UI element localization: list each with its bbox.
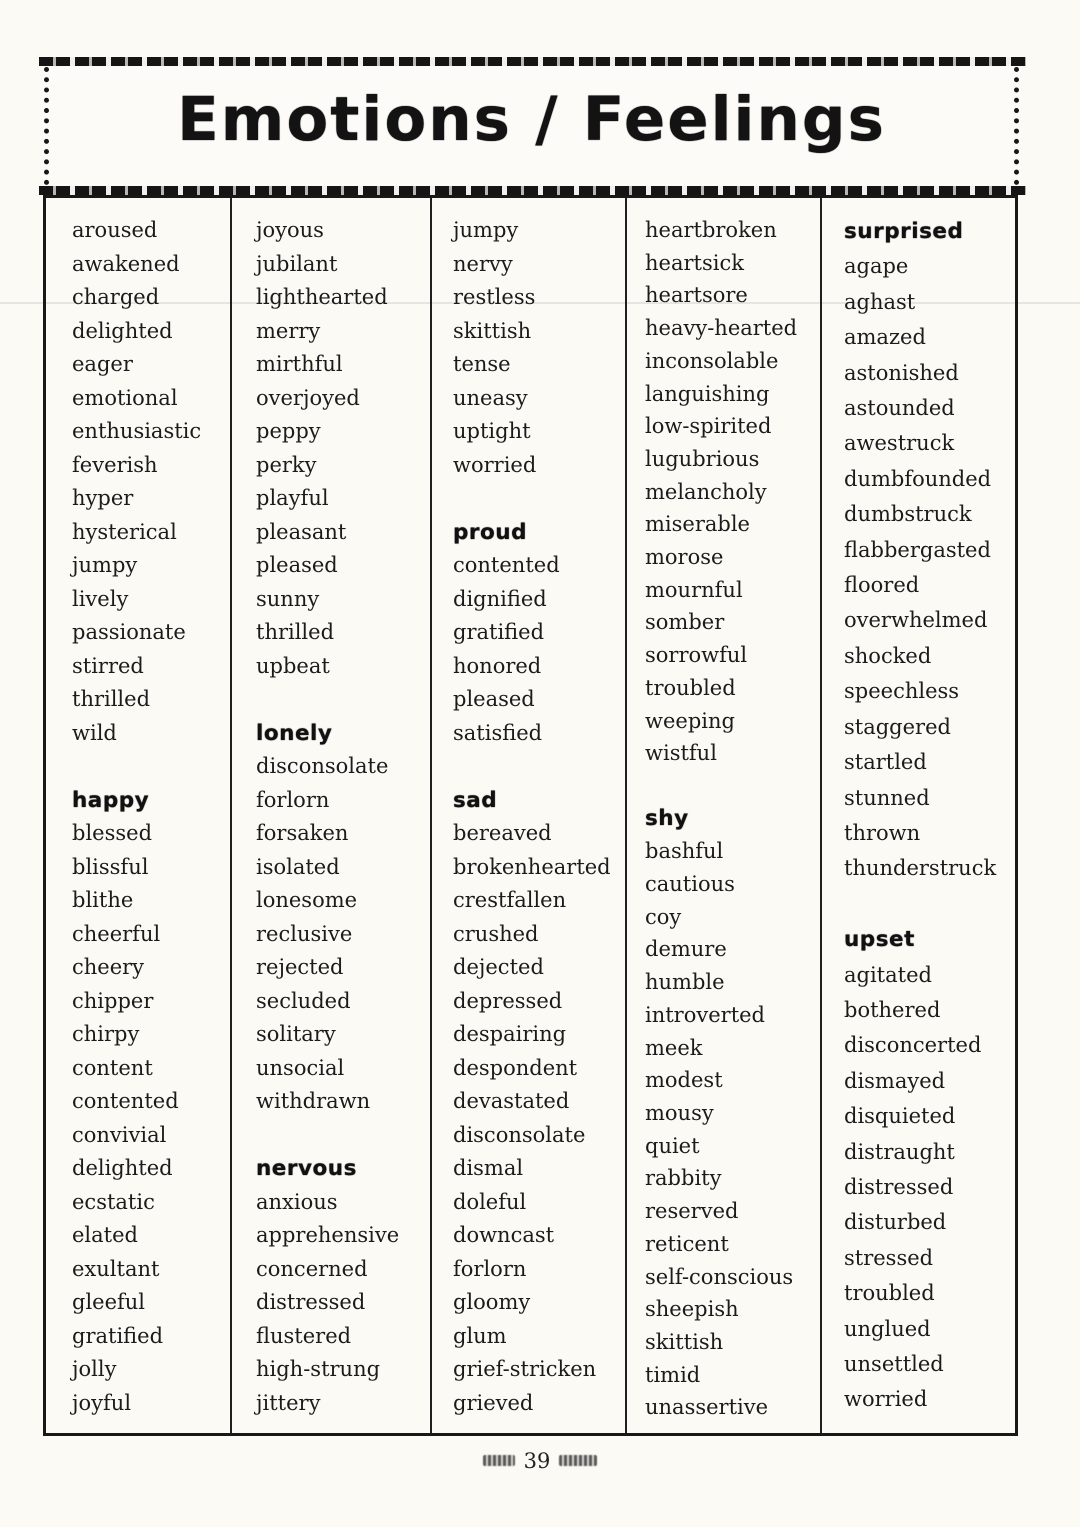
word-item: joyous (256, 218, 324, 242)
word-item: playful (256, 486, 329, 510)
category-header-proud: proud (453, 519, 527, 545)
word-item: heartsore (645, 283, 748, 308)
word-item: satisfied (453, 720, 543, 745)
word-item: troubled (645, 675, 736, 700)
word-item: inconsolable (645, 348, 779, 373)
word-item: bashful (645, 839, 724, 864)
word-item: dumbfounded (844, 466, 992, 491)
word-column-1 (46, 198, 232, 1433)
word-item: skittish (645, 1329, 724, 1354)
emotions-word-table (43, 195, 1018, 1436)
word-item: thunderstruck (844, 856, 997, 881)
word-item: eager (72, 352, 133, 376)
word-item: uptight (453, 419, 531, 443)
word-item: worried (453, 452, 537, 477)
word-item: lugubrious (645, 446, 760, 471)
word-item: shocked (844, 643, 932, 668)
word-item: staggered (844, 714, 951, 739)
section-gap (256, 683, 430, 717)
word-item: contented (72, 1089, 179, 1113)
word-item: disconsolate (256, 754, 389, 778)
word-item: joyful (72, 1390, 132, 1415)
word-item: dismayed (844, 1068, 946, 1093)
word-item: lonesome (256, 888, 358, 912)
word-item: peppy (256, 419, 321, 443)
word-item: somber (645, 610, 725, 635)
section-gap (453, 482, 625, 516)
word-item: aroused (72, 218, 158, 242)
word-item: chipper (72, 988, 154, 1013)
word-item: sheepish (645, 1297, 739, 1322)
word-item: withdrawn (256, 1089, 371, 1113)
word-item: mournful (645, 577, 743, 602)
word-item: reclusive (256, 921, 353, 946)
word-item: forsaken (256, 821, 349, 845)
word-item: rabbity (645, 1166, 722, 1191)
word-item: jolly (72, 1357, 117, 1381)
word-item: exultant (72, 1256, 160, 1281)
word-item: grief-stricken (453, 1357, 597, 1381)
word-item: heartsick (645, 250, 744, 275)
word-item: overjoyed (256, 385, 360, 410)
word-item: agitated (844, 962, 932, 987)
word-item: hyper (72, 486, 134, 510)
word-item: morose (645, 545, 724, 570)
word-item: gratified (453, 620, 545, 644)
word-item: cheerful (72, 921, 161, 946)
word-item: overwhelmed (844, 608, 988, 633)
title-box (43, 57, 1020, 195)
word-item: convivial (72, 1122, 167, 1147)
word-column-3 (432, 198, 627, 1433)
word-item: mousy (645, 1100, 714, 1125)
word-item: anxious (256, 1189, 338, 1214)
word-item: worried (844, 1387, 928, 1412)
word-item: forlorn (453, 1256, 527, 1281)
word-item: charged (72, 285, 160, 309)
word-item: honored (453, 653, 542, 678)
word-item: awestruck (844, 431, 955, 456)
word-item: concerned (256, 1256, 368, 1281)
word-item: thrown (844, 820, 921, 845)
word-item: demure (645, 937, 727, 962)
word-item: isolated (256, 854, 340, 879)
word-item: rejected (256, 955, 344, 979)
word-item: pleasant (256, 519, 347, 544)
section-gap (645, 770, 820, 803)
word-item: apprehensive (256, 1223, 400, 1247)
word-item: humble (645, 970, 725, 995)
word-item: sorrowful (645, 643, 748, 668)
word-item: flabbergasted (844, 537, 991, 562)
word-item: jumpy (72, 553, 138, 577)
word-item: unassertive (645, 1395, 769, 1420)
word-item: thrilled (72, 687, 151, 711)
word-item: self-conscious (645, 1264, 794, 1289)
word-item: chirpy (72, 1022, 140, 1046)
word-item: downcast (453, 1223, 555, 1247)
word-item: disconsolate (453, 1122, 586, 1147)
footer-stamp-right (559, 1455, 597, 1466)
word-item: contented (453, 553, 560, 577)
word-item: astounded (844, 396, 955, 421)
word-item: elated (72, 1223, 138, 1247)
word-item: bereaved (453, 821, 552, 845)
category-header-sad: sad (453, 787, 498, 813)
category-header-lonely: lonely (256, 720, 333, 746)
word-item: solitary (256, 1022, 336, 1046)
word-item: passionate (72, 620, 186, 644)
word-item: unsocial (256, 1055, 345, 1080)
word-item: jubilant (256, 251, 338, 276)
category-header-shy: shy (645, 805, 689, 831)
word-item: feverish (72, 452, 158, 477)
word-item: forlorn (256, 787, 330, 812)
section-gap (453, 750, 625, 784)
word-column-5 (822, 198, 1015, 1433)
word-item: depressed (453, 988, 563, 1013)
word-item: heavy-hearted (645, 316, 798, 341)
word-item: awakened (72, 251, 180, 276)
word-item: delighted (72, 1156, 173, 1180)
word-item: distraught (844, 1139, 955, 1164)
word-item: gleeful (72, 1290, 146, 1314)
word-item: dumbstruck (844, 502, 972, 527)
word-item: dignified (453, 586, 547, 611)
word-item: restless (453, 285, 536, 309)
word-item: distressed (256, 1290, 366, 1314)
category-header-nervous: nervous (256, 1156, 357, 1181)
word-item: speechless (844, 679, 960, 704)
word-item: gratified (72, 1323, 164, 1348)
word-item: disquieted (844, 1104, 956, 1129)
word-item: languishing (645, 381, 770, 406)
section-gap (844, 887, 1015, 922)
word-item: tense (453, 352, 511, 376)
word-item: unsettled (844, 1352, 944, 1376)
word-item: enthusiastic (72, 419, 202, 443)
word-item: high-strung (256, 1357, 381, 1381)
word-item: distressed (844, 1174, 954, 1199)
word-item: startled (844, 750, 927, 775)
word-item: agape (844, 254, 909, 279)
page-title: Emotions / Feelings (177, 84, 886, 155)
word-item: blithe (72, 888, 134, 912)
word-item: melancholy (645, 479, 767, 504)
word-item: stirred (72, 653, 144, 678)
word-item: coy (645, 904, 682, 929)
page-footer (0, 1447, 1080, 1473)
word-item: lighthearted (256, 285, 388, 309)
word-column-4 (627, 198, 822, 1433)
word-item: stunned (844, 785, 930, 810)
word-item: wistful (645, 741, 717, 766)
title-box-dashed-border-bottom (39, 186, 1026, 195)
word-item: content (72, 1055, 153, 1080)
word-item: despondent (453, 1055, 578, 1080)
word-item: upbeat (256, 653, 330, 678)
word-item: uneasy (453, 385, 528, 410)
word-item: bothered (844, 997, 941, 1022)
word-item: glum (453, 1323, 507, 1348)
section-gap (72, 750, 230, 784)
word-item: brokenhearted (453, 854, 611, 879)
word-item: jittery (256, 1390, 321, 1415)
word-item: crushed (453, 921, 539, 946)
word-item: disconcerted (844, 1033, 982, 1058)
word-item: blissful (72, 854, 149, 879)
word-item: reserved (645, 1199, 739, 1224)
word-item: thrilled (256, 620, 335, 644)
word-item: flustered (256, 1323, 352, 1348)
word-item: ecstatic (72, 1189, 155, 1214)
word-item: timid (645, 1362, 701, 1387)
section-gap (256, 1119, 430, 1153)
word-item: reticent (645, 1231, 729, 1256)
word-item: cautious (645, 872, 735, 897)
word-item: amazed (844, 325, 926, 350)
word-item: weeping (645, 708, 735, 733)
word-item: gloomy (453, 1290, 531, 1314)
word-item: blessed (72, 821, 153, 845)
footer-stamp-left (483, 1455, 515, 1466)
word-item: dismal (453, 1156, 524, 1180)
word-item: pleased (256, 553, 338, 577)
word-item: aghast (844, 289, 916, 314)
word-item: low-spirited (645, 414, 772, 439)
word-item: delighted (72, 318, 173, 343)
word-item: doleful (453, 1189, 527, 1214)
page-number: 39 (523, 1448, 551, 1473)
word-item: secluded (256, 988, 351, 1013)
word-item: perky (256, 452, 317, 477)
title-box-dotted-border-left (44, 67, 49, 185)
word-item: pleased (453, 687, 535, 711)
word-item: dejected (453, 955, 544, 979)
word-item: sunny (256, 586, 320, 611)
word-item: jumpy (453, 218, 519, 242)
word-item: introverted (645, 1002, 766, 1027)
word-item: hysterical (72, 519, 177, 544)
word-item: emotional (72, 385, 178, 410)
word-item: wild (72, 720, 117, 745)
word-column-2 (232, 198, 432, 1433)
word-item: unglued (844, 1316, 931, 1341)
category-header-happy: happy (72, 787, 150, 813)
word-item: heartbroken (645, 218, 777, 242)
word-item: miserable (645, 512, 750, 537)
category-header-surprised: surprised (844, 219, 964, 244)
word-item: merry (256, 318, 321, 343)
category-header-upset: upset (844, 927, 915, 953)
word-item: disturbed (844, 1210, 947, 1235)
word-item: lively (72, 586, 129, 611)
word-item: crestfallen (453, 888, 567, 912)
title-box-dotted-border-right (1014, 67, 1019, 185)
word-item: stressed (844, 1245, 934, 1270)
word-item: meek (645, 1035, 703, 1060)
title-box-dashed-border-top (39, 57, 1026, 66)
word-item: cheery (72, 955, 145, 979)
word-item: troubled (844, 1281, 935, 1306)
word-item: nervy (453, 251, 513, 276)
word-item: quiet (645, 1133, 700, 1158)
word-item: mirthful (256, 352, 343, 376)
word-item: skittish (453, 318, 532, 343)
word-item: devastated (453, 1089, 570, 1113)
word-item: modest (645, 1068, 723, 1093)
word-item: floored (844, 573, 920, 598)
word-item: grieved (453, 1390, 534, 1415)
word-item: astonished (844, 360, 959, 385)
word-item: despairing (453, 1022, 567, 1046)
